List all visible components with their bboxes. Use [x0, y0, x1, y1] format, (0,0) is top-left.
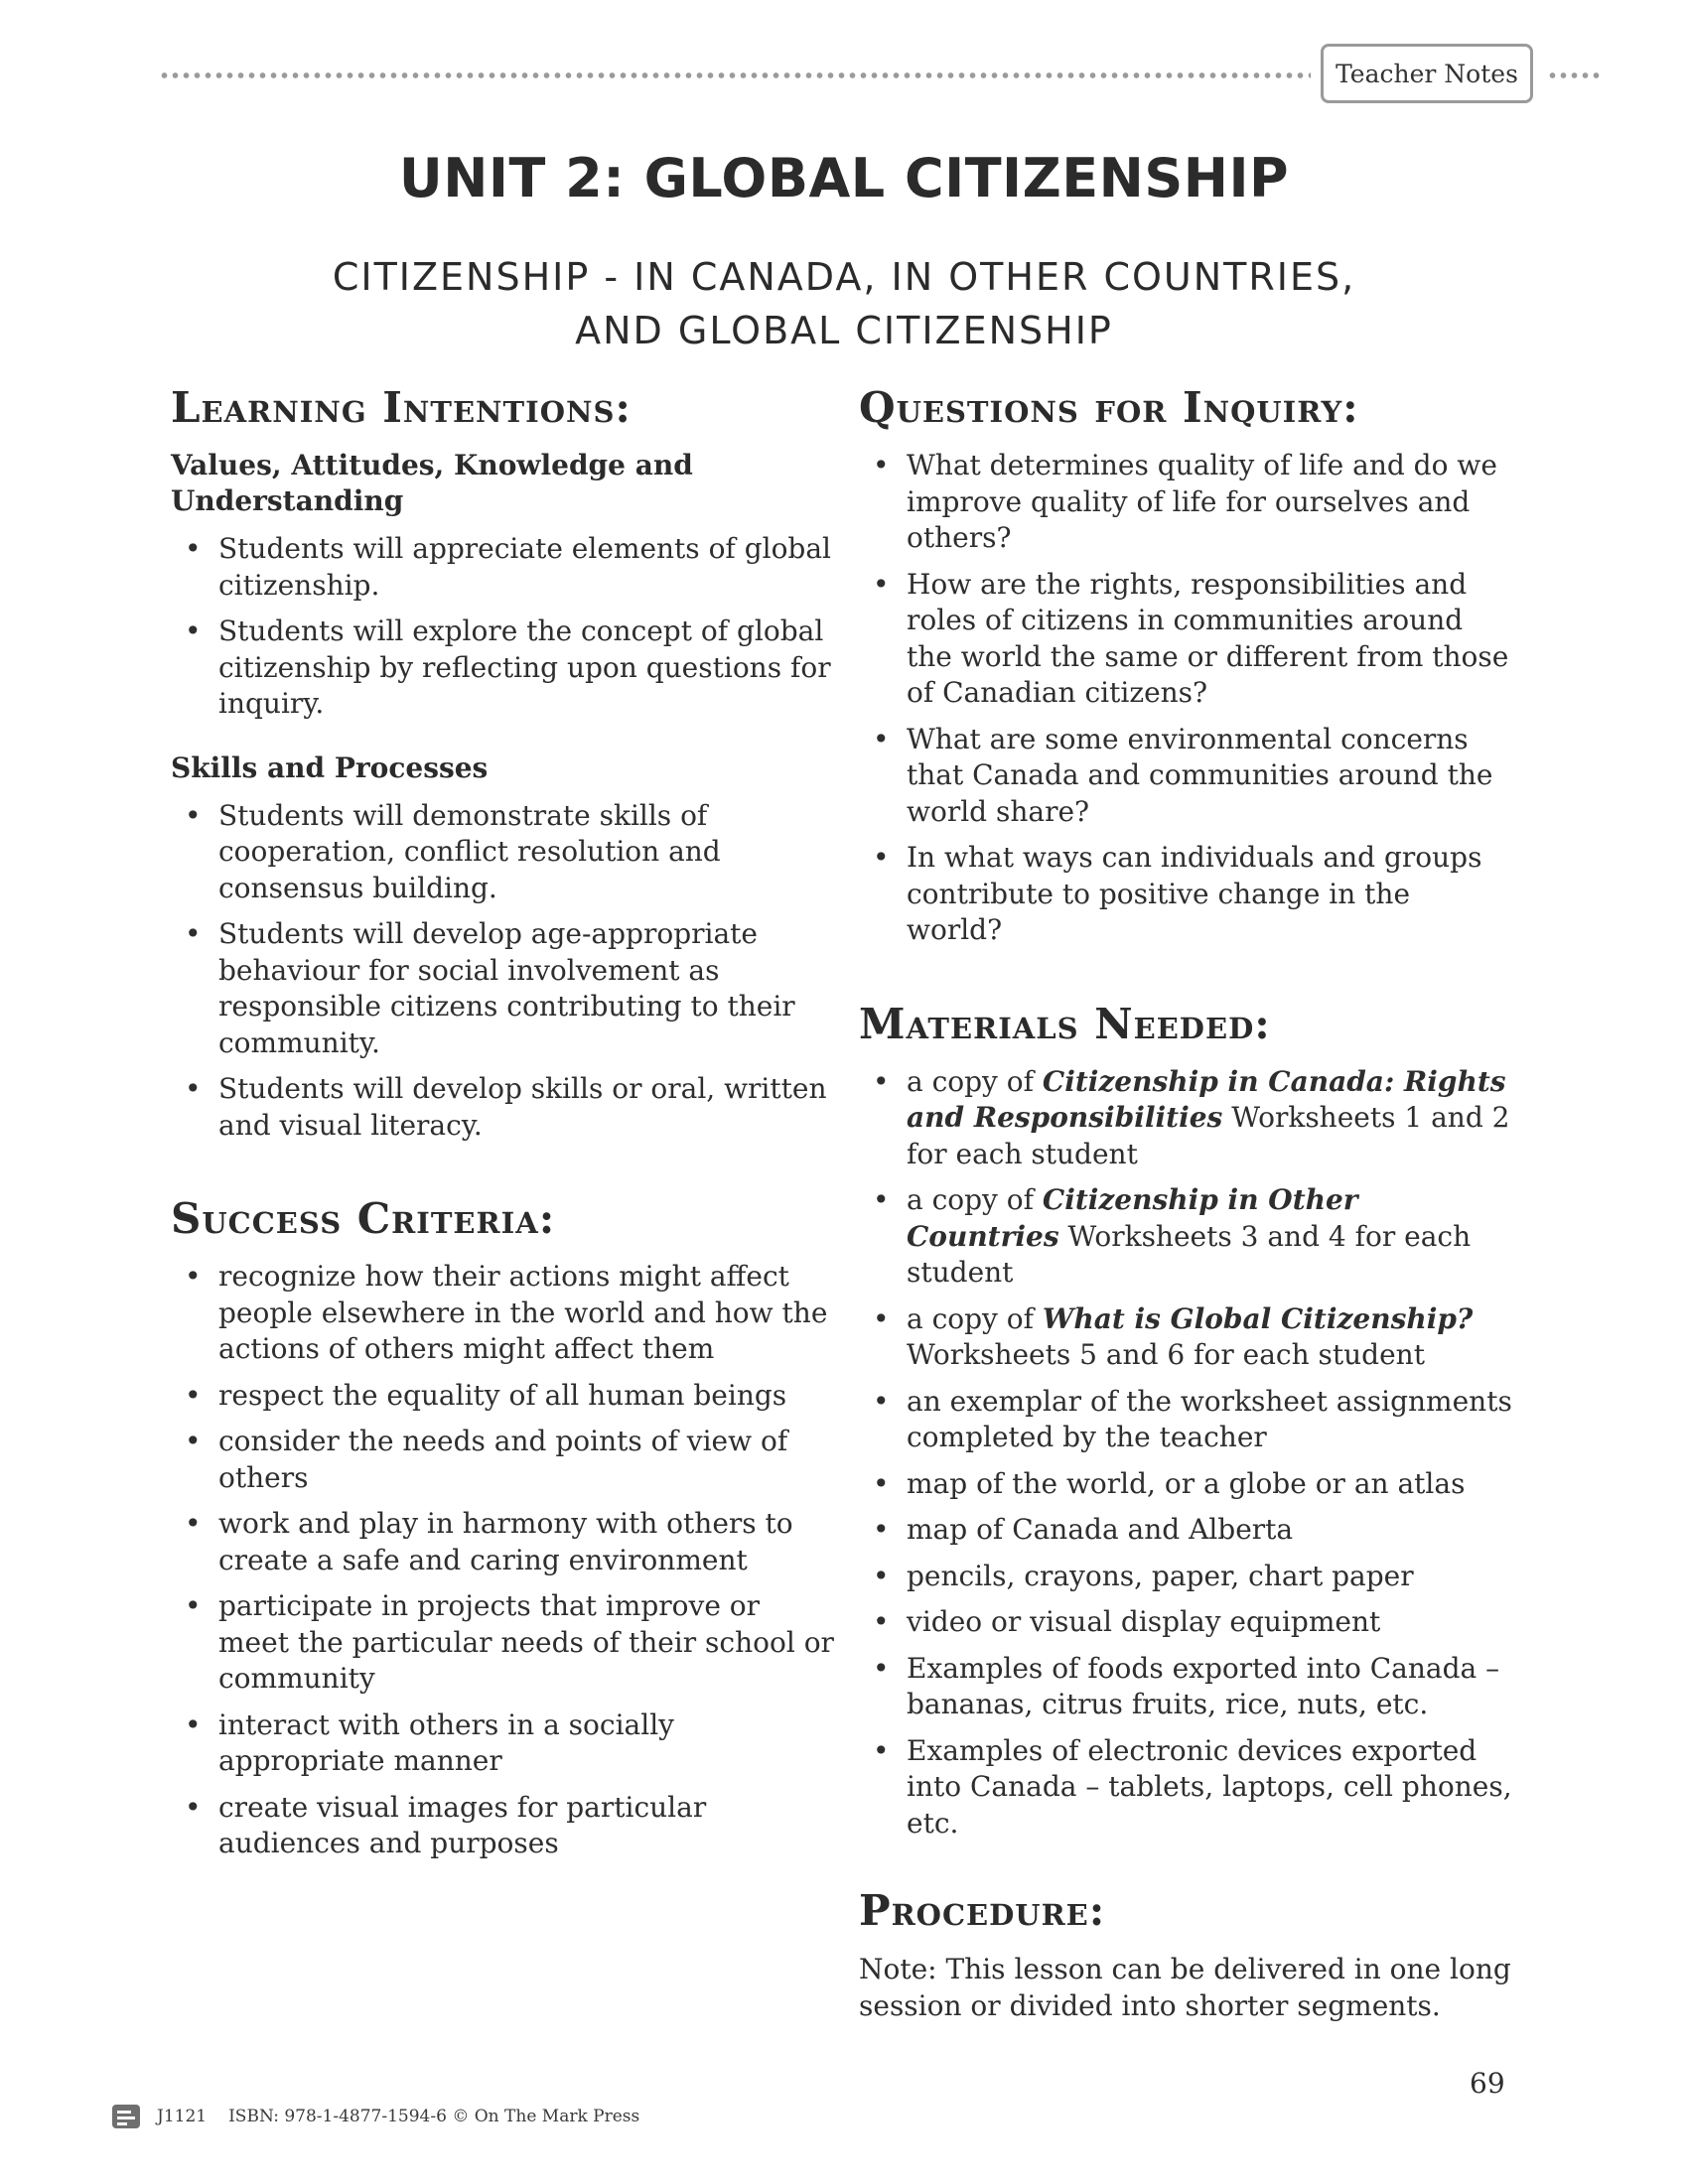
page-subtitle	[0, 250, 1688, 357]
procedure-heading: Procedure:	[859, 1886, 1106, 1935]
header-dotted-rule-right	[1547, 71, 1603, 79]
item-text: a copy of	[907, 1064, 1043, 1098]
right-column	[859, 382, 1514, 2024]
footer	[111, 2103, 661, 2130]
worksheet-title: What is Global Citizenship?	[1042, 1301, 1474, 1335]
list-item: • participate in projects that improve or meet the particular needs of their school or community	[171, 1588, 834, 1698]
item-text: Worksheets 5 and 6 for each student	[907, 1338, 1425, 1371]
product-code: J1121	[157, 2107, 208, 2126]
list-item: • What determines quality of life and do we improve quality of life for ourselves and others?	[859, 448, 1514, 557]
isbn-copyright: ISBN: 978-1-4877-1594-6 © On The Mark Press	[228, 2107, 640, 2126]
list-item	[859, 1064, 1514, 1173]
item-text: a copy of	[907, 1301, 1043, 1335]
list-item: • Examples of foods exported into Canada – bananas, citrus fruits, rice, nuts, etc.	[859, 1651, 1514, 1723]
list-item: • respect the equality of all human beings	[171, 1378, 834, 1415]
list-item: • map of Canada and Alberta	[859, 1512, 1514, 1549]
list-item: • recognize how their actions might affect people elsewhere in the world and how the actions of others might affect them	[171, 1259, 834, 1368]
subtitle-line-2: AND GLOBAL CITIZENSHIP	[575, 309, 1113, 352]
list-item	[859, 1182, 1514, 1292]
materials-list	[859, 1064, 1514, 1843]
list-item: • interact with others in a socially appropriate manner	[171, 1707, 834, 1780]
list-item: • create visual images for particular audiences and purposes	[171, 1790, 834, 1862]
header-dotted-rule	[159, 71, 1311, 79]
worksheet-title: Citizenship in Other Countries	[907, 1183, 1358, 1253]
inquiry-questions-list	[859, 448, 1514, 949]
list-item: • Students will develop age-appropriate behaviour for social involvement as responsible citizens contributing to their community.	[171, 916, 834, 1061]
skills-subheading: Skills and Processes	[171, 751, 489, 784]
list-item: • Students will develop skills or oral, written and visual literacy.	[171, 1071, 834, 1144]
success-criteria-heading: Success Criteria:	[171, 1194, 556, 1243]
list-item: • Examples of electronic devices exported into Canada – tablets, laptops, cell phones, etc.	[859, 1733, 1514, 1843]
list-item: • map of the world, or a globe or an atlas	[859, 1466, 1514, 1503]
values-subheading: Values, Attitudes, Knowledge and Understanding	[171, 449, 693, 517]
skills-list	[171, 798, 834, 1145]
questions-for-inquiry-heading: Questions for Inquiry:	[859, 383, 1359, 432]
procedure-note: Note: This lesson can be delivered in one long session or divided into shorter segments.	[859, 1953, 1511, 2022]
list-item: • What are some environmental concerns that Canada and communities around the world share?	[859, 722, 1514, 831]
list-item: • an exemplar of the worksheet assignments completed by the teacher	[859, 1384, 1514, 1456]
teacher-notes-tab: Teacher Notes	[1321, 44, 1533, 103]
page-number: 69	[1470, 2067, 1505, 2100]
values-list	[171, 531, 834, 723]
list-item: • video or visual display equipment	[859, 1604, 1514, 1641]
worksheet-title: Citizenship in Canada: Rights and Responsibilities	[907, 1064, 1506, 1134]
materials-needed-heading: Materials Needed:	[859, 999, 1271, 1048]
left-column	[171, 382, 834, 1872]
list-item: • Students will demonstrate skills of cooperation, conflict resolution and consensus building.	[171, 798, 834, 907]
learning-intentions-heading: Learning Intentions:	[171, 383, 632, 432]
list-item: • work and play in harmony with others to create a safe and caring environment	[171, 1506, 834, 1578]
item-text: Worksheets 3 and 4 for each student	[907, 1219, 1472, 1289]
item-text: Worksheets 1 and 2 for each student	[907, 1101, 1510, 1170]
list-item: • Students will appreciate elements of global citizenship.	[171, 531, 834, 604]
item-text: a copy of	[907, 1183, 1043, 1216]
subtitle-line-1: CITIZENSHIP - IN CANADA, IN OTHER COUNTRIES,	[332, 255, 1356, 299]
list-item: • consider the needs and points of view of others	[171, 1424, 834, 1496]
list-item: • In what ways can individuals and groups contribute to positive change in the world?	[859, 840, 1514, 949]
book-icon	[111, 2103, 141, 2130]
list-item: • pencils, crayons, paper, chart paper	[859, 1559, 1514, 1595]
list-item: • Students will explore the concept of global citizenship by reflecting upon questions for inquiry.	[171, 614, 834, 723]
list-item: • How are the rights, responsibilities and roles of citizens in communities around the world the same or different from those of Canadian citizens?	[859, 567, 1514, 712]
success-criteria-list	[171, 1259, 834, 1862]
page-title: UNIT 2: GLOBAL CITIZENSHIP	[398, 147, 1290, 209]
list-item	[859, 1301, 1514, 1374]
